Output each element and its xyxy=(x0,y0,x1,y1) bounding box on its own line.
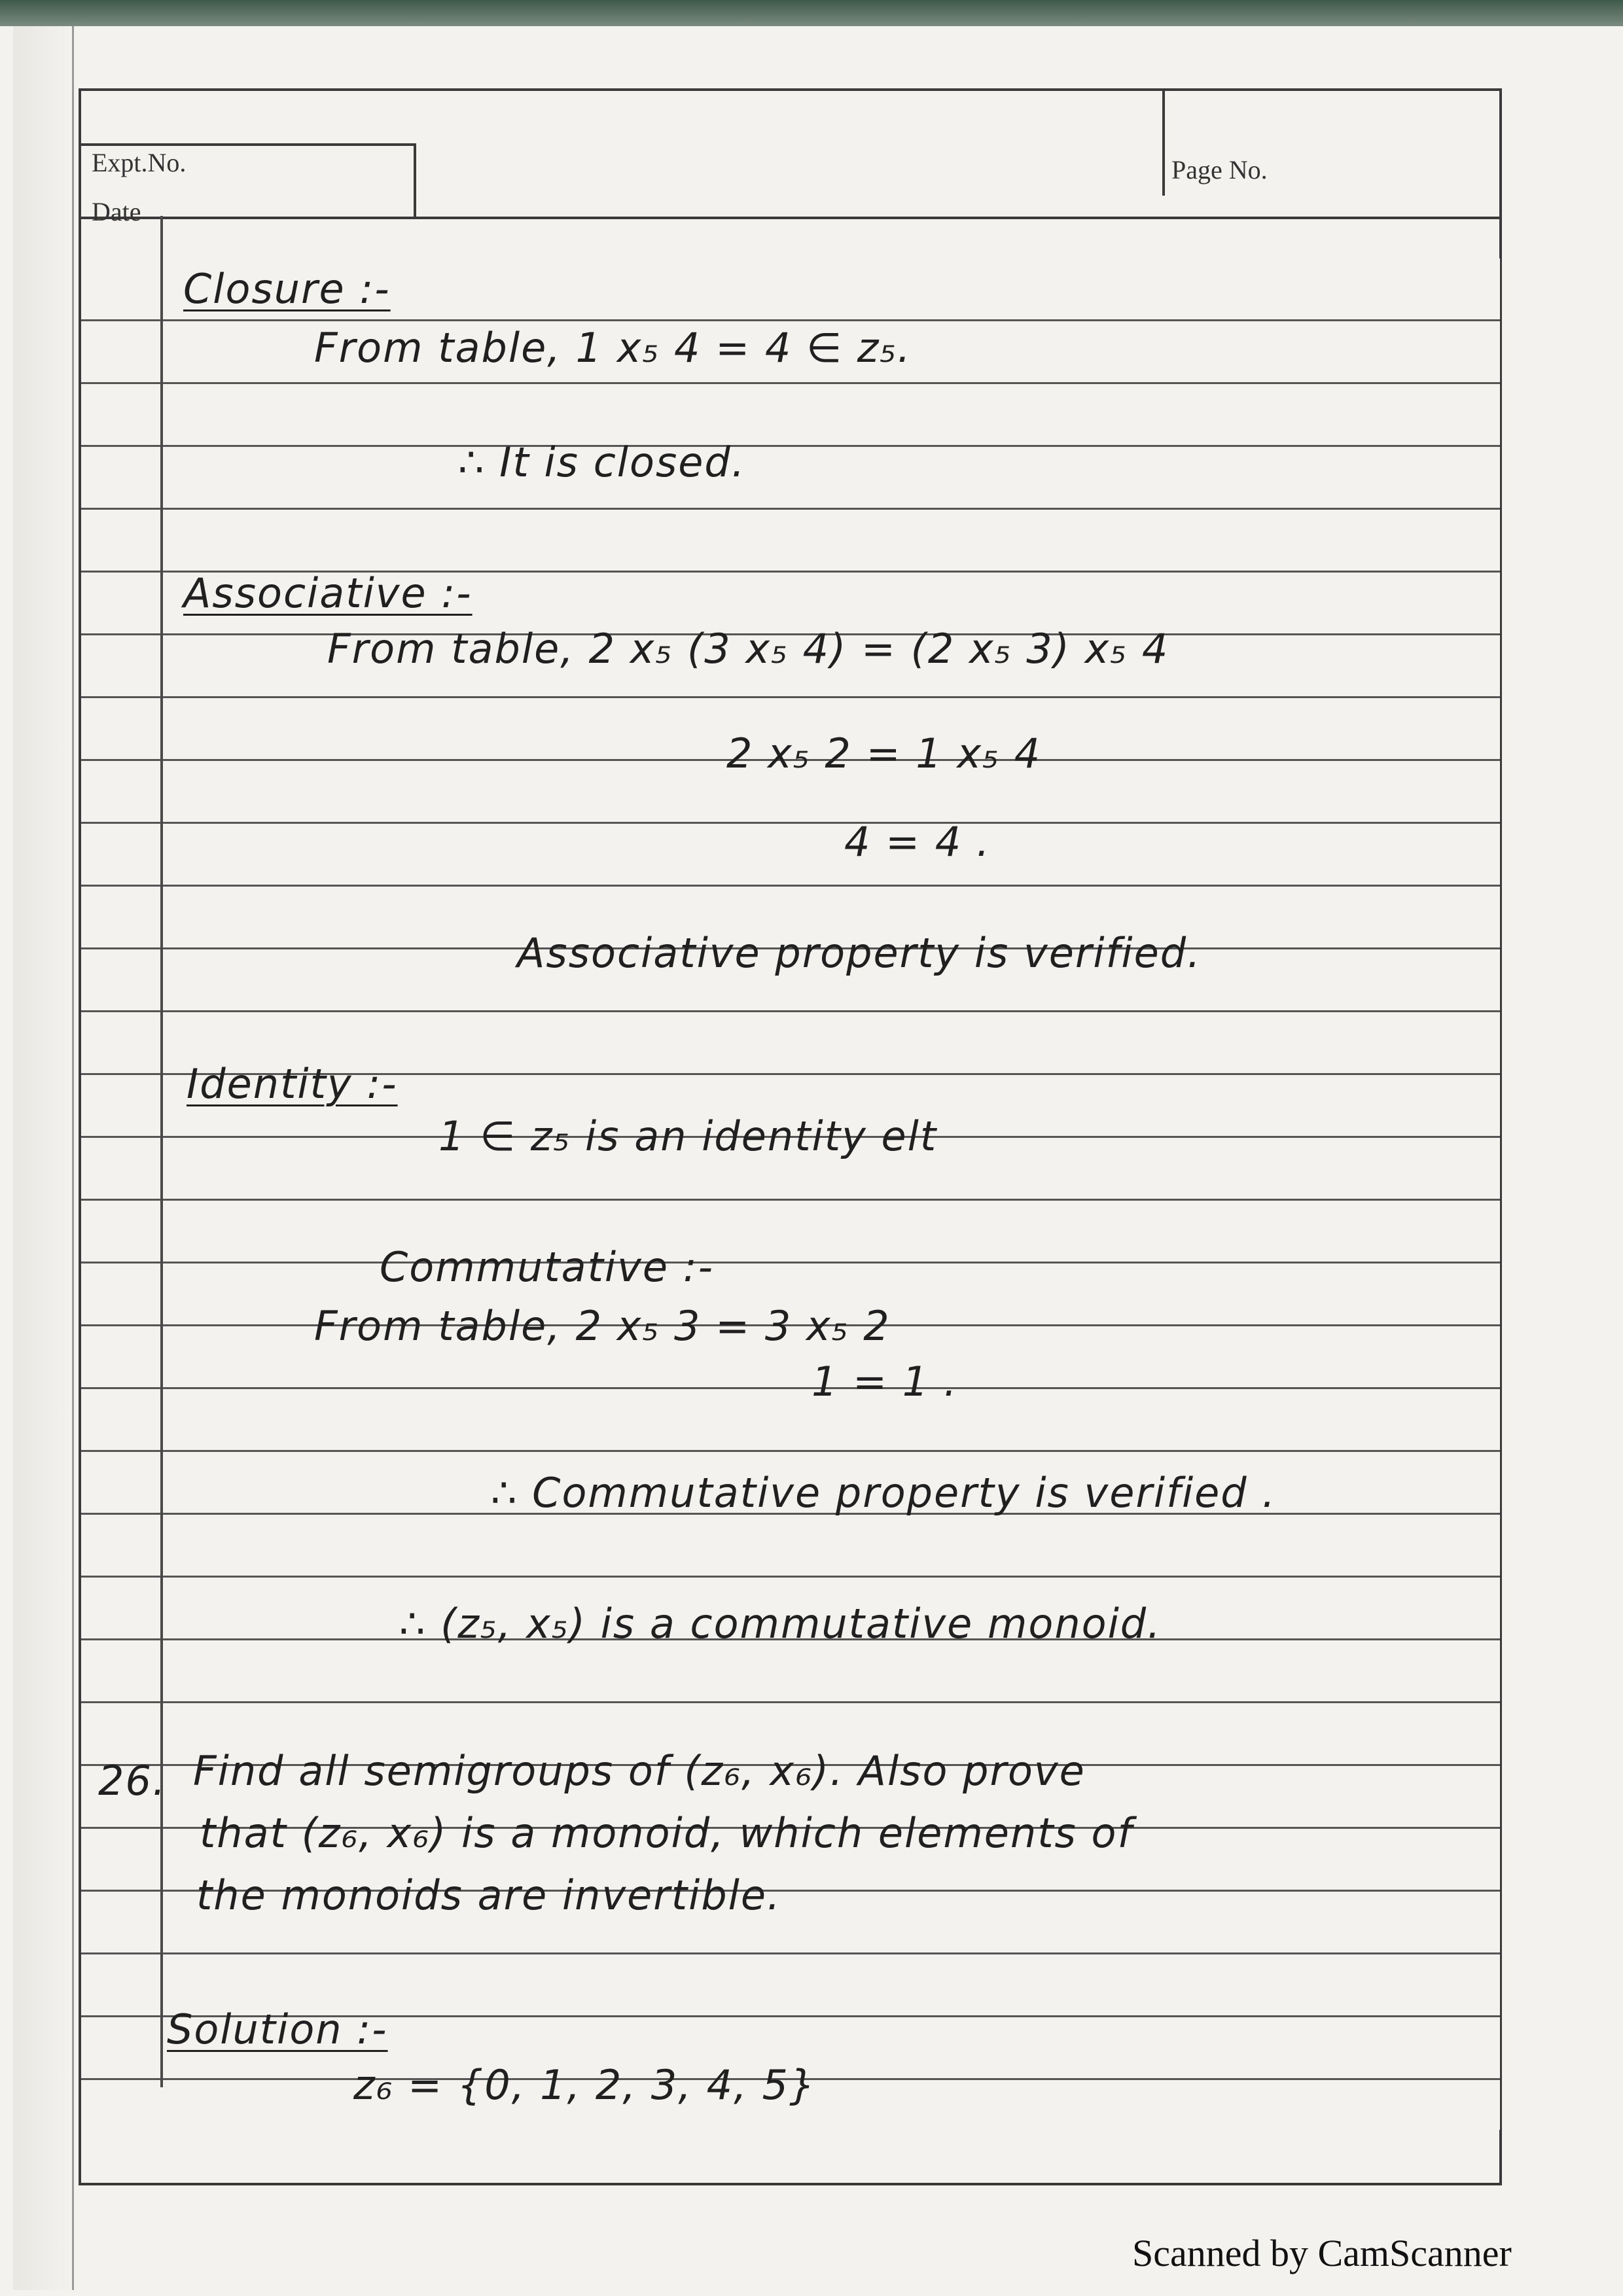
identity-line-1: 1 ∈ z₅ is an identity elt xyxy=(438,1112,938,1160)
photo-top-edge xyxy=(0,0,1623,26)
expt-no-label: Expt.No. xyxy=(92,148,187,177)
left-margin-line xyxy=(160,216,163,2087)
question-line-1: Find all semigroups of (z₆, x₆). Also prove xyxy=(193,1747,1086,1795)
commutative-line-3: ∴ Commutative property is verified . xyxy=(491,1469,1277,1517)
associative-line-2: 2 x₅ 2 = 1 x₅ 4 xyxy=(726,730,1042,777)
page-no-label: Page No. xyxy=(1171,155,1268,185)
solution-line-1: z₆ = {0, 1, 2, 3, 4, 5} xyxy=(353,2061,817,2109)
date-label: Date xyxy=(92,197,141,226)
associative-line-3: 4 = 4 . xyxy=(844,818,991,866)
question-line-2: that (z₆, x₆) is a monoid, which elements of xyxy=(200,1809,1133,1857)
associative-line-1: From table, 2 x₅ (3 x₅ 4) = (2 x₅ 3) x₅ 4 xyxy=(327,625,1169,673)
closure-heading: Closure :- xyxy=(183,265,391,313)
page-no-divider xyxy=(1162,91,1165,196)
camscanner-watermark: Scanned by CamScanner xyxy=(1132,2232,1512,2274)
commutative-line-1: From table, 2 x₅ 3 = 3 x₅ 2 xyxy=(314,1302,891,1350)
identity-heading: Identity :- xyxy=(187,1060,398,1108)
commutative-monoid-line: ∴ (z₅, x₅) is a commutative monoid. xyxy=(399,1600,1162,1648)
associative-heading: Associative :- xyxy=(183,569,473,617)
closure-line-1: From table, 1 x₅ 4 = 4 ∈ z₅. xyxy=(314,324,912,372)
page-binding-margin xyxy=(13,26,74,2290)
closure-line-2: ∴ It is closed. xyxy=(458,438,746,486)
associative-line-4: Associative property is verified. xyxy=(517,929,1202,977)
question-line-3: the monoids are invertible. xyxy=(196,1871,781,1919)
commutative-heading: Commutative :- xyxy=(380,1243,714,1291)
solution-heading: Solution :- xyxy=(167,2005,388,2053)
question-number: 26. xyxy=(98,1757,167,1805)
commutative-line-2: 1 = 1 . xyxy=(812,1358,958,1405)
